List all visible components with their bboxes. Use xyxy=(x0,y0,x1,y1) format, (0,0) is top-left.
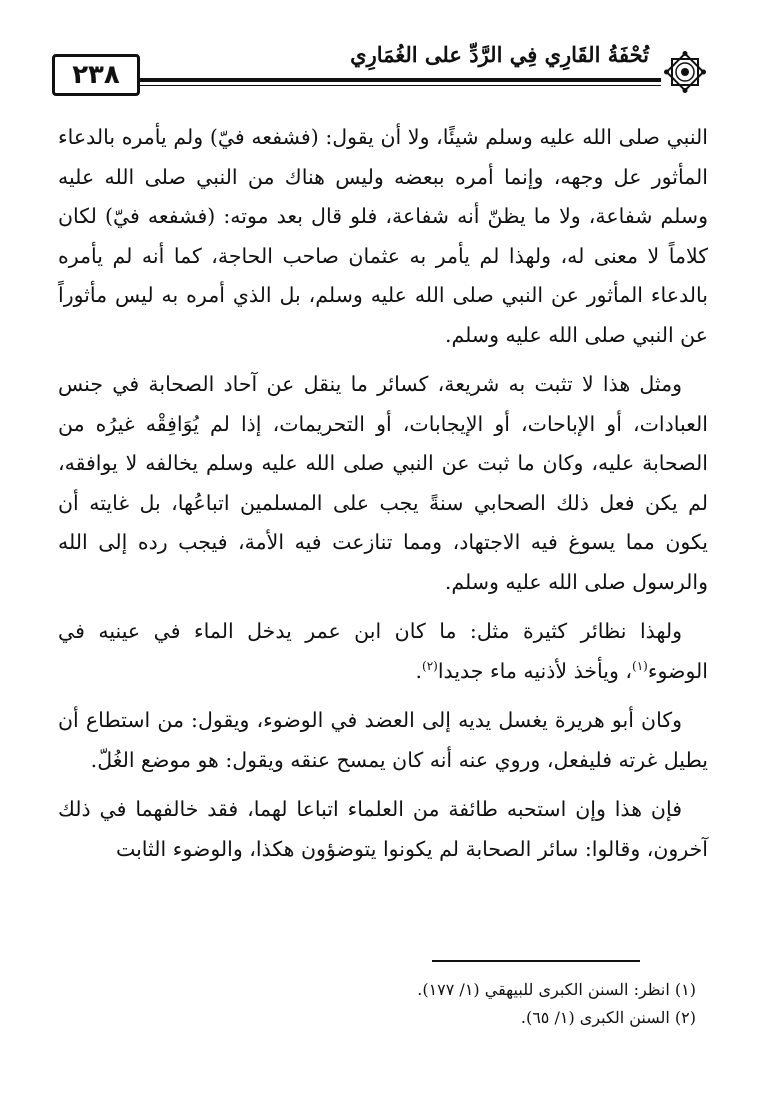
footnote-ref-2[interactable]: (٢) xyxy=(422,658,438,673)
running-title: تُحْفَةُ القَارِي فِي الرَّدِّ على الغُمَارِي xyxy=(350,42,649,67)
paragraph-4: وكان أبو هريرة يغسل يديه إلى العضد في الوضوء، ويقول: من استطاع أن يطيل غرته فليفعل، وروي عنه أنه كان يمسح عنقه ويقول: هو موضع الغُلّ. xyxy=(58,708,708,772)
paragraph-3-part-a: ولهذا نظائر كثيرة مثل: ما كان ابن عمر يدخل الماء في عينيه في الوضوء xyxy=(58,619,708,683)
footnote-1: (١) انظر: السنن الكبرى للبيهقي (١/ ١٧٧). xyxy=(417,980,696,999)
star-ornament-icon xyxy=(663,50,707,94)
header-rule-thick xyxy=(140,78,661,82)
footnote-2: (٢) السنن الكبرى (١/ ٦٥). xyxy=(520,1008,696,1027)
page-number: ٢٣٨ xyxy=(72,60,120,90)
body-text xyxy=(58,118,708,879)
paragraph-3-part-c: . xyxy=(415,658,423,683)
footnote-separator xyxy=(432,960,640,962)
paragraph-2: ومثل هذا لا تثبت به شريعة، كسائر ما ينقل عن آحاد الصحابة في جنس العبادات، أو الإباحات، أو الإيجابات، أو التحريمات، إذا لم يُوَافِقْه غيرُه من الصحابة عليه، وكان ما ثبت عن النبي صلى الله عليه وسلم يخالفه لا يوافقه، لم يكن فعل ذلك الصحابي سنةً يجب على المسلمين اتباعُها، بل غايته أن يكون مما يسوغ فيه الاجتهاد، ومما تنازعت فيه الأمة، فيجب رده إلى الله والرسول صلى الله عليه وسلم. xyxy=(58,372,708,594)
page-header xyxy=(52,42,707,98)
paragraph-1: النبي صلى الله عليه وسلم شيئًا، ولا أن يقول: (فشفعه فيّ) ولم يأمره بالدعاء المأثور عل وجهه، وإنما أمره ببعضه وليس هناك من النبي صلى الله عليه وسلم شفاعة، ولا ما يظنّ أنه شفاعة، فلو قال بعد موته: (فشفعه فيّ) لكان كلاماً لا معنى له، ولهذا لم يأمر به عثمان صاحب الحاجة، كما أنه لم يأمره بالدعاء المأثور عن النبي صلى الله عليه وسلم، بل الذي أمره به ليس مأثوراً عن النبي صلى الله عليه وسلم. xyxy=(58,125,708,347)
paragraph-5: فإن هذا وإن استحبه طائفة من العلماء اتباعا لهما، فقد خالفهما في ذلك آخرون، وقالوا: سائر الصحابة لم يكونوا يتوضؤون هكذا، والوضوء الثابت xyxy=(58,797,708,861)
header-rule-thin xyxy=(140,85,661,86)
paragraph-3 xyxy=(58,612,708,691)
footnote-ref-1[interactable]: (١) xyxy=(632,658,648,673)
footnotes xyxy=(58,976,708,1032)
page-number-box xyxy=(52,54,140,96)
paragraph-3-part-b: ، ويأخذ لأذنيه ماء جديدا xyxy=(437,658,632,683)
